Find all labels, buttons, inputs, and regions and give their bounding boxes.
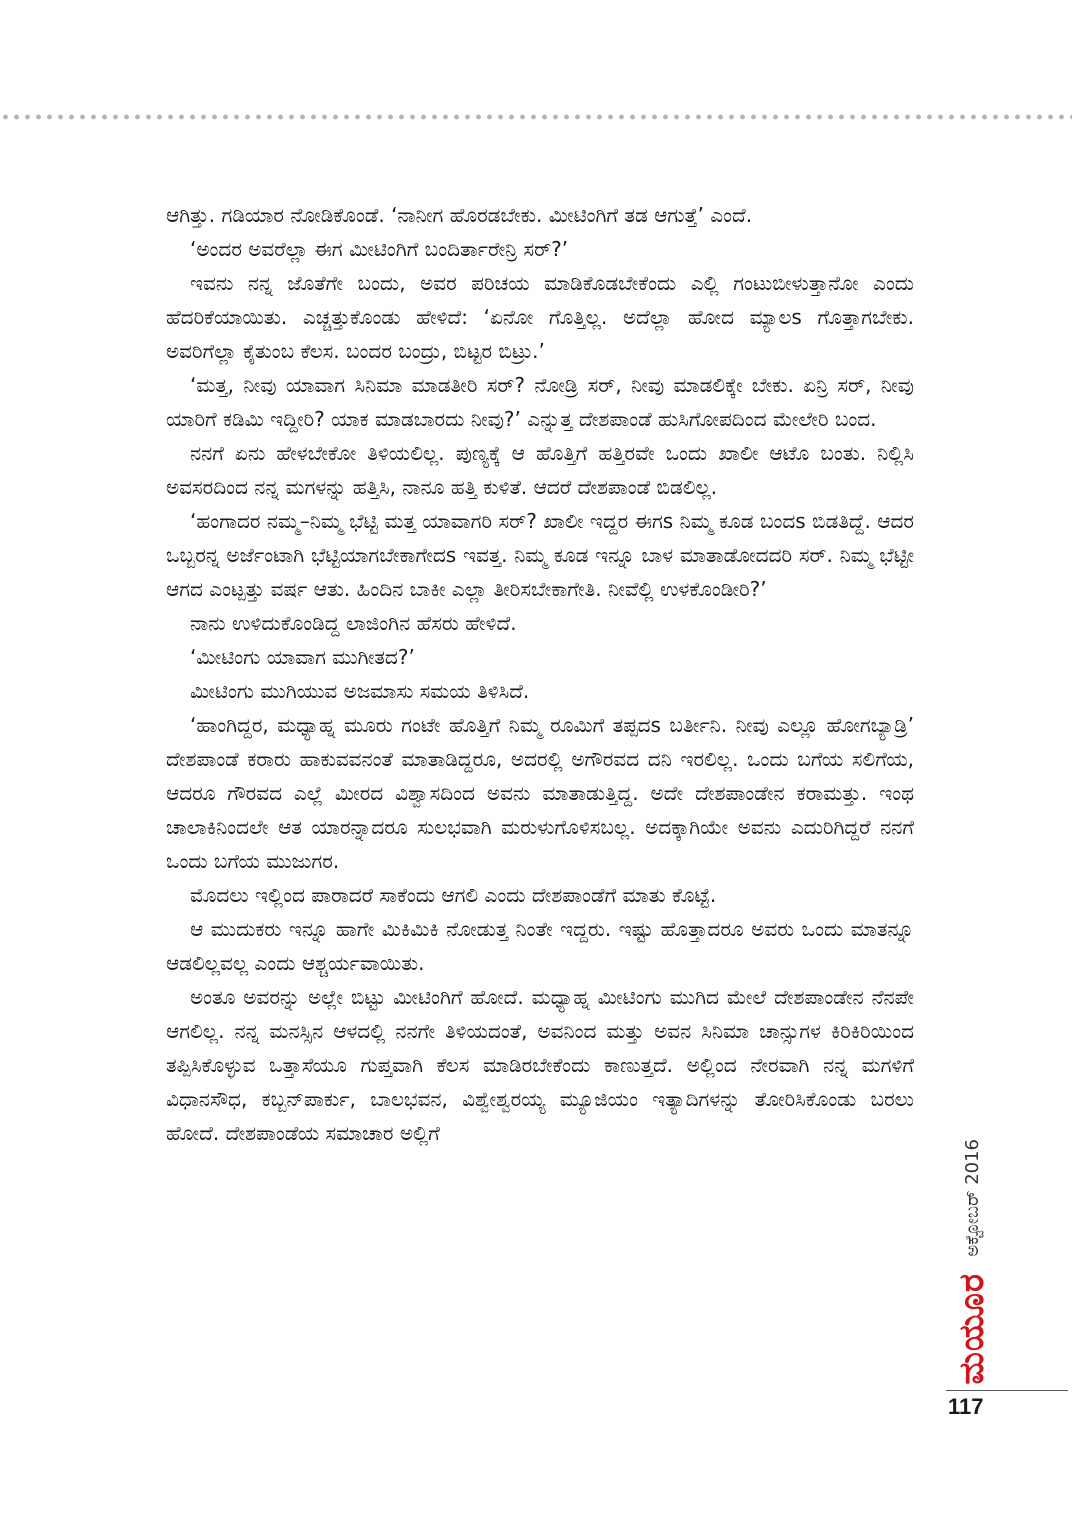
paragraph: ‘ಮೀಟಿಂಗು ಯಾವಾಗ ಮುಗೀತದ?’ [190, 645, 415, 669]
magazine-logo: ಮಯೂರ [952, 1272, 992, 1384]
page-number-rule [946, 1390, 1068, 1391]
paragraph: ಇವನು ನನ್ನ ಜೊತೆಗೇ ಬಂದು, ಅವರ ಪರಿಚಯ ಮಾಡಿಕೊಡಬೇಕೆಂದು ಎಲ್ಲಿ ಗಂಟುಬೀಳುತ್ತಾನೋ ಎಂದು ಹೆದರಿಕೆಯಾಯಿತು. ಎಚ್ಚತ್ತುಕೊಂಡು ಹೇಳಿದೆ: ‘ಏನೋ ಗೊತ್ತಿಲ್ಲ. ಅದೆಲ್ಲಾ ಹೋದ ಮ್ಯಾಲs ಗೊತ್ತಾಗಬೇಕು. ಅವರಿಗೆಲ್ಲಾ ಕೈತುಂಬ ಕೆಲಸ. ಬಂದರ ಬಂದ್ರು, ಬಿಟ್ಟರ ಬಿಟ್ರು.’ [166, 271, 914, 363]
paragraph: ‘ಮತ್ತ, ನೀವು ಯಾವಾಗ ಸಿನಿಮಾ ಮಾಡತೀರಿ ಸರ್? ನೋಡ್ರಿ ಸರ್, ನೀವು ಮಾಡಲಿಕ್ಕೇ ಬೇಕು. ಏನ್ರಿ ಸರ್, ನೀವು ಯಾರಿಗೆ ಕಡಿಮಿ ಇದ್ದೀರಿ? ಯಾಕ ಮಾಡಬಾರದು ನೀವು?’ ಎನ್ನುತ್ತ ದೇಶಪಾಂಡೆ ಹುಸಿಗೋಪದಿಂದ ಮೇಲೇರಿ ಬಂದ. [166, 373, 914, 431]
paragraph: ‘ಹಂಗಾದರ ನಮ್ಮ–ನಿಮ್ಮ ಭೆಟ್ಟಿ ಮತ್ತ ಯಾವಾಗರಿ ಸರ್? ಖಾಲೀ ಇದ್ದರ ಈಗs ನಿಮ್ಮ ಕೂಡ ಬಂದs ಬಿಡತಿದ್ದೆ. ಆದರ ಒಬ್ಬರನ್ನ ಅರ್ಜೆಂಟಾಗಿ ಭೆಟ್ಟಿಯಾಗಬೇಕಾಗೇದs ಇವತ್ತ. ನಿಮ್ಮ ಕೂಡ ಇನ್ನೂ ಬಾಳ ಮಾತಾಡೋದದರಿ ಸರ್. ನಿಮ್ಮ ಭೆಟ್ಟೀ ಆಗದ ಎಂಟ್ಪತ್ತು ವರ್ಷ ಆತು. ಹಿಂದಿನ ಬಾಕೀ ಎಲ್ಲಾ ತೀರಿಸಬೇಕಾಗೇತಿ. ನೀವೆಲ್ಲಿ ಉಳಕೊಂಡೀರಿ?’ [166, 509, 914, 601]
paragraph: ‘ಹಾಂಗಿದ್ದರ, ಮಧ್ಯಾಹ್ನ ಮೂರು ಗಂಟೇ ಹೊತ್ತಿಗೆ ನಿಮ್ಮ ರೂಮಿಗೆ ತಪ್ಪದs ಬರ್ತೀನಿ. ನೀವು ಎಲ್ಲೂ ಹೋಗಬ್ಯಾಡ್ರಿ’ ದೇಶಪಾಂಡೆ ಕರಾರು ಹಾಕುವವನಂತೆ ಮಾತಾಡಿದ್ದರೂ, ಅದರಲ್ಲಿ ಅಗೌರವದ ದನಿ ಇರಲಿಲ್ಲ. ಒಂದು ಬಗೆಯ ಸಲಿಗೆಯ, ಆದರೂ ಗೌರವದ ಎಲ್ಲೆ ಮೀರದ ವಿಶ್ವಾಸದಿಂದ ಅವನು ಮಾತಾಡುತ್ತಿದ್ದ. ಅದೇ ದೇಶಪಾಂಡೇನ ಕರಾಮತ್ತು. ಇಂಥ ಚಾಲಾಕಿನಿಂದಲೇ ಆತ ಯಾರನ್ನಾದರೂ ಸುಲಭವಾಗಿ ಮರುಳುಗೊಳಿಸಬಲ್ಲ. ಅದಕ್ಕಾಗಿಯೇ ಅವನು ಎದುರಿಗಿದ್ದರೆ ನನಗೆ ಒಂದು ಬಗೆಯ ಮುಜುಗರ. [166, 713, 914, 873]
paragraph: ಅಂತೂ ಅವರನ್ನು ಅಲ್ಲೇ ಬಿಟ್ಟು ಮೀಟಿಂಗಿಗೆ ಹೋದೆ. ಮಧ್ಯಾಹ್ನ ಮೀಟಿಂಗು ಮುಗಿದ ಮೇಲೆ ದೇಶಪಾಂಡೇನ ನೆನಪೇ ಆಗಲಿಲ್ಲ. ನನ್ನ ಮನಸ್ಸಿನ ಆಳದಲ್ಲಿ ನನಗೇ ತಿಳಿಯದಂತೆ, ಅವನಿಂದ ಮತ್ತು ಅವನ ಸಿನಿಮಾ ಚಾನ್ಸುಗಳ ಕಿರಿಕಿರಿಯಿಂದ ತಪ್ಪಿಸಿಕೊಳ್ಳುವ ಒತ್ತಾಸೆಯೂ ಗುಪ್ತವಾಗಿ ಕೆಲಸ ಮಾಡಿರಬೇಕೆಂದು ಕಾಣುತ್ತದೆ. ಅಲ್ಲಿಂದ ನೇರವಾಗಿ ನನ್ನ ಮಗಳಿಗೆ ವಿಧಾನಸೌಧ, ಕಬ್ಬನ್‌ಪಾರ್ಕು, ಬಾಲಭವನ, ವಿಶ್ವೇಶ್ವರಯ್ಯ ಮ್ಯೂಜಿಯಂ ಇತ್ಯಾದಿಗಳನ್ನು ತೋರಿಸಿಕೊಂಡು ಬರಲು ಹೋದೆ. ದೇಶಪಾಂಡೆಯ ಸಮಾಚಾರ ಅಲ್ಲಿಗೆ [166, 985, 914, 1145]
paragraph: ಮೊದಲು ಇಲ್ಲಿಂದ ಪಾರಾದರೆ ಸಾಕೆಂದು ಆಗಲಿ ಎಂದು ದೇಶಪಾಂಡೆಗೆ ಮಾತು ಕೊಟ್ಟೆ. [190, 883, 717, 907]
paragraph: ಮೀಟಿಂಗು ಮುಗಿಯುವ ಅಜಮಾಸು ಸಮಯ ತಿಳಿಸಿದೆ. [190, 679, 530, 703]
paragraph: ಆಗಿತ್ತು. ಗಡಿಯಾರ ನೋಡಿಕೊಂಡೆ. ‘ನಾನೀಗ ಹೊರಡಬೇಕು. ಮೀಟಿಂಗಿಗೆ ತಡ ಆಗುತ್ತೆ’ ಎಂದೆ. [166, 203, 753, 227]
page-number: 117 [948, 1394, 984, 1419]
masthead-strip [944, 1084, 1000, 1384]
top-dotted-rule [0, 112, 1072, 122]
issue-date: ಅಕ್ಟೋಬರ್ 2016 [961, 1138, 983, 1257]
masthead-vertical [944, 1084, 1000, 1384]
paragraph: ‘ಅಂದರ ಅವರೆಲ್ಲಾ ಈಗ ಮೀಟಿಂಗಿಗೆ ಬಂದಿರ್ತಾರೇನ್ರಿ ಸರ್?’ [190, 237, 569, 261]
article-body [166, 198, 914, 1150]
paragraph: ಆ ಮುದುಕರು ಇನ್ನೂ ಹಾಗೇ ಮಿಕಿಮಿಕಿ ನೋಡುತ್ತ ನಿಂತೇ ಇದ್ದರು. ಇಷ್ಟು ಹೊತ್ತಾದರೂ ಅವರು ಒಂದು ಮಾತನ್ನೂ ಆಡಲಿಲ್ಲವಲ್ಲ ಎಂದು ಆಶ್ಚರ್ಯವಾಯಿತು. [166, 917, 914, 975]
paragraph: ನಾನು ಉಳಿದುಕೊಂಡಿದ್ದ ಲಾಜಿಂಗಿನ ಹೆಸರು ಹೇಳಿದೆ. [190, 611, 517, 635]
paragraph: ನನಗೆ ಏನು ಹೇಳಬೇಕೋ ತಿಳಿಯಲಿಲ್ಲ. ಪುಣ್ಯಕ್ಕೆ ಆ ಹೊತ್ತಿಗೆ ಹತ್ತಿರವೇ ಒಂದು ಖಾಲೀ ಆಟೊ ಬಂತು. ನಿಲ್ಲಿಸಿ ಅವಸರದಿಂದ ನನ್ನ ಮಗಳನ್ನು ಹತ್ತಿಸಿ, ನಾನೂ ಹತ್ತಿ ಕುಳಿತೆ. ಆದರೆ ದೇಶಪಾಂಡೆ ಬಿಡಲಿಲ್ಲ. [166, 441, 914, 499]
